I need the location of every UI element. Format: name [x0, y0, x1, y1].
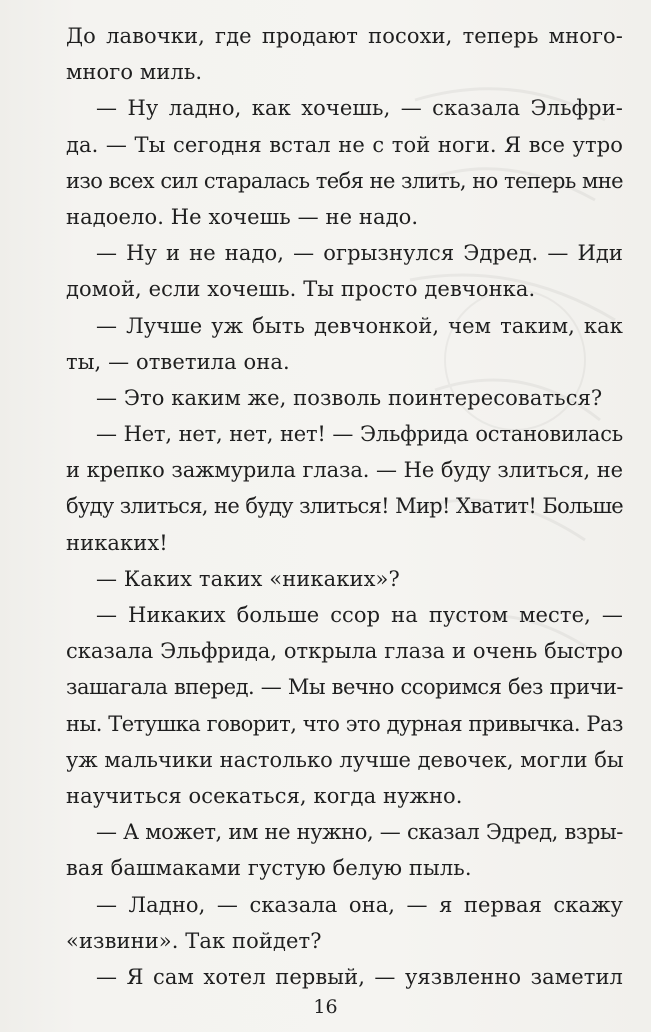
text-line: — Ну и не надо, — огрызнулся Эдред. — Иди [96, 241, 623, 266]
text-line: и крепко зажмурила глаза. — Не буду злиться, не [66, 458, 623, 483]
text-line: никаких! [66, 530, 168, 555]
text-line: «извини». Так пойдет? [66, 928, 322, 953]
text-line: — Ладно, — сказала она, — я первая скажу [96, 892, 623, 917]
text-line: — Лучше уж быть девчонкой, чем таким, как [96, 313, 623, 338]
text-line: научиться осекаться, когда нужно. [66, 783, 463, 808]
text-line: да. — Ты сегодня встал не с той ноги. Я все утро [66, 132, 623, 157]
text-line: зашагала вперед. — Мы вечно ссоримся без причи- [66, 675, 623, 700]
text-line: — Никаких больше ссор на пустом месте, — [96, 603, 623, 627]
text-line: — Ну ладно, как хочешь, — сказала Эльфри- [96, 96, 623, 121]
text-line: изо всех сил старалась тебя не злить, но теперь мне [66, 168, 623, 193]
body-text [66, 18, 623, 995]
text-line: вая башмаками густую белую пыль. [66, 856, 472, 881]
text-line: домой, если хочешь. Ты просто девчонка. [66, 277, 536, 302]
text-line: уж мальчики настолько лучше девочек, могли бы [66, 747, 624, 772]
text-line: — Я сам хотел первый, — уязвленно заметил [96, 964, 623, 989]
text-line: До лавочки, где продают посохи, теперь много- [66, 24, 623, 48]
text-line: — Каких таких «никаких»? [96, 566, 400, 591]
text-line: сказала Эльфрида, открыла глаза и очень быстро [66, 639, 623, 664]
text-line: буду злиться, не буду злиться! Мир! Хватит! Больше [66, 494, 623, 519]
text-line: надоело. Не хочешь — не надо. [66, 204, 419, 229]
text-line: — Нет, нет, нет, нет! — Эльфрида остановилась [96, 422, 623, 447]
text-line: много миль. [66, 60, 203, 85]
text-line: — А может, им не нужно, — сказал Эдред, взры- [96, 820, 623, 845]
text-line: — Это каким же, позволь поинтересоваться? [96, 385, 603, 410]
text-line: ты, — ответила она. [66, 349, 290, 374]
page-number: 16 [313, 996, 338, 1018]
text-line: ны. Тетушка говорит, что это дурная привычка. Раз [66, 711, 623, 736]
